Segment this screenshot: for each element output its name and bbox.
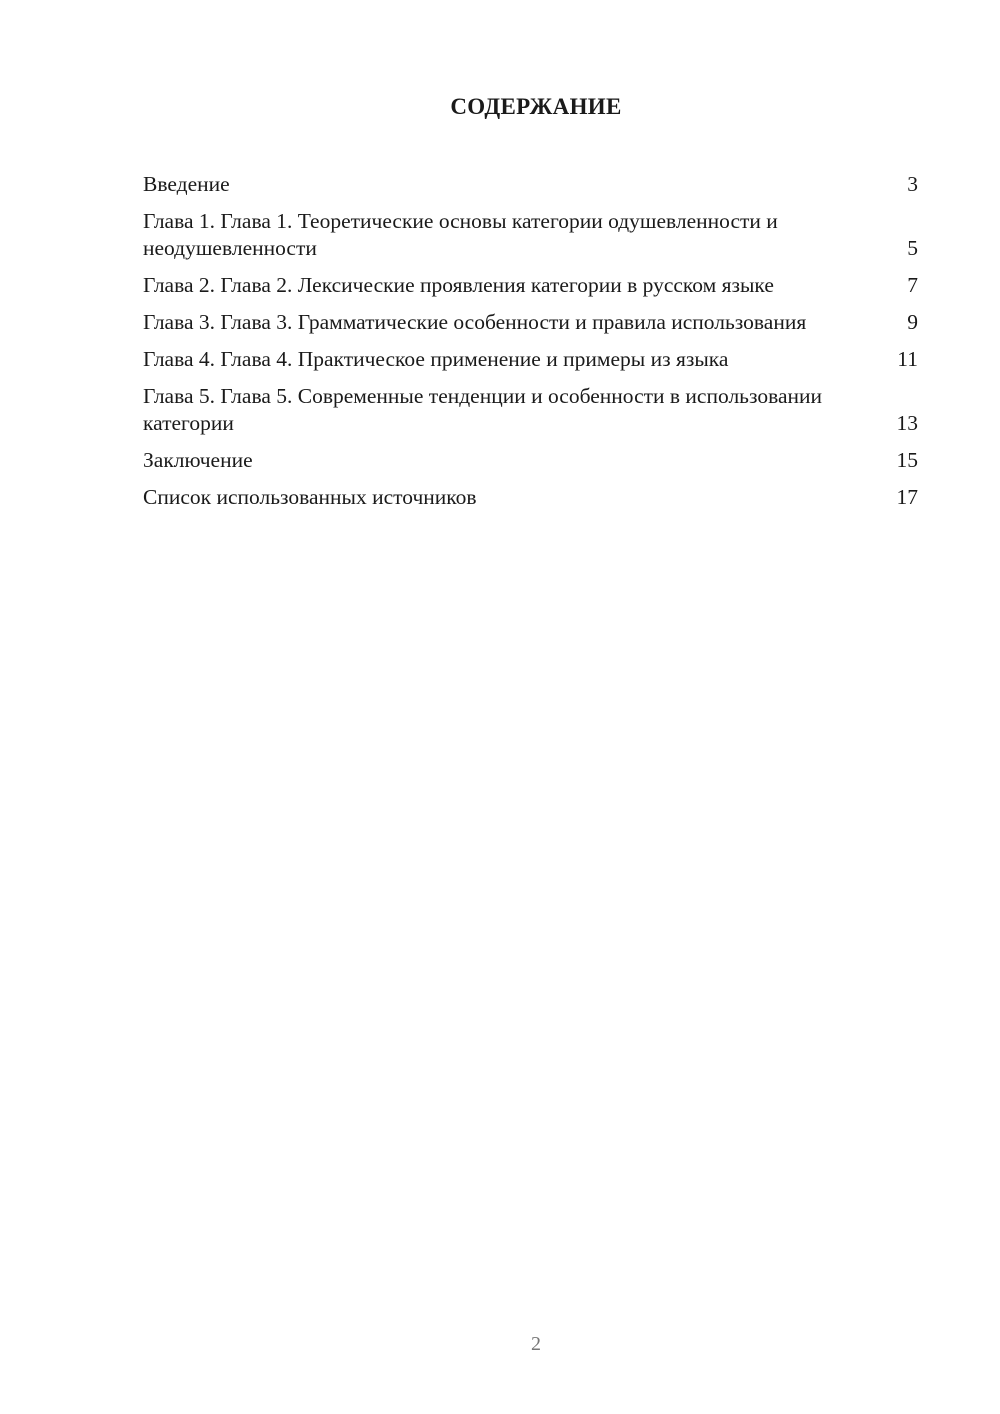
toc-entry-page: 13 xyxy=(896,411,918,435)
toc-entry-conclusion[interactable] xyxy=(143,447,918,474)
toc-entry-title: Глава 5. Глава 5. Современные тенденции и особенности в использовании категории xyxy=(143,384,823,435)
table-of-contents xyxy=(143,171,918,521)
toc-entry-title: Глава 2. Глава 2. Лексические проявления категории в русском языке xyxy=(143,273,774,297)
toc-entry-title: Список использованных источников xyxy=(143,485,477,509)
toc-entry-chapter-5[interactable] xyxy=(143,383,918,437)
toc-entry-chapter-1[interactable] xyxy=(143,208,918,262)
toc-entry-title: Глава 4. Глава 4. Практическое применение и примеры из языка xyxy=(143,347,729,371)
toc-entry-page: 15 xyxy=(896,448,918,472)
toc-entry-chapter-2[interactable] xyxy=(143,272,918,299)
toc-entry-page: 3 xyxy=(907,172,918,196)
toc-entry-page: 9 xyxy=(907,310,918,334)
toc-entry-introduction[interactable] xyxy=(143,171,918,198)
toc-entry-page: 5 xyxy=(907,236,918,260)
toc-entry-chapter-3[interactable] xyxy=(143,309,918,336)
toc-entry-title: Введение xyxy=(143,172,230,196)
toc-entry-references[interactable] xyxy=(143,484,918,511)
toc-entry-page: 17 xyxy=(896,485,918,509)
toc-entry-title: Заключение xyxy=(143,448,253,472)
toc-entry-page: 7 xyxy=(907,273,918,297)
toc-entry-title: Глава 1. Глава 1. Теоретические основы категории одушевленности и неодушевленности xyxy=(143,209,778,260)
toc-entry-title: Глава 3. Глава 3. Грамматические особенности и правила использования xyxy=(143,310,807,334)
page-number: 2 xyxy=(531,1333,541,1355)
toc-entry-chapter-4[interactable] xyxy=(143,346,918,373)
page-title: СОДЕРЖАНИЕ xyxy=(450,94,622,119)
toc-entry-page: 11 xyxy=(897,347,918,371)
